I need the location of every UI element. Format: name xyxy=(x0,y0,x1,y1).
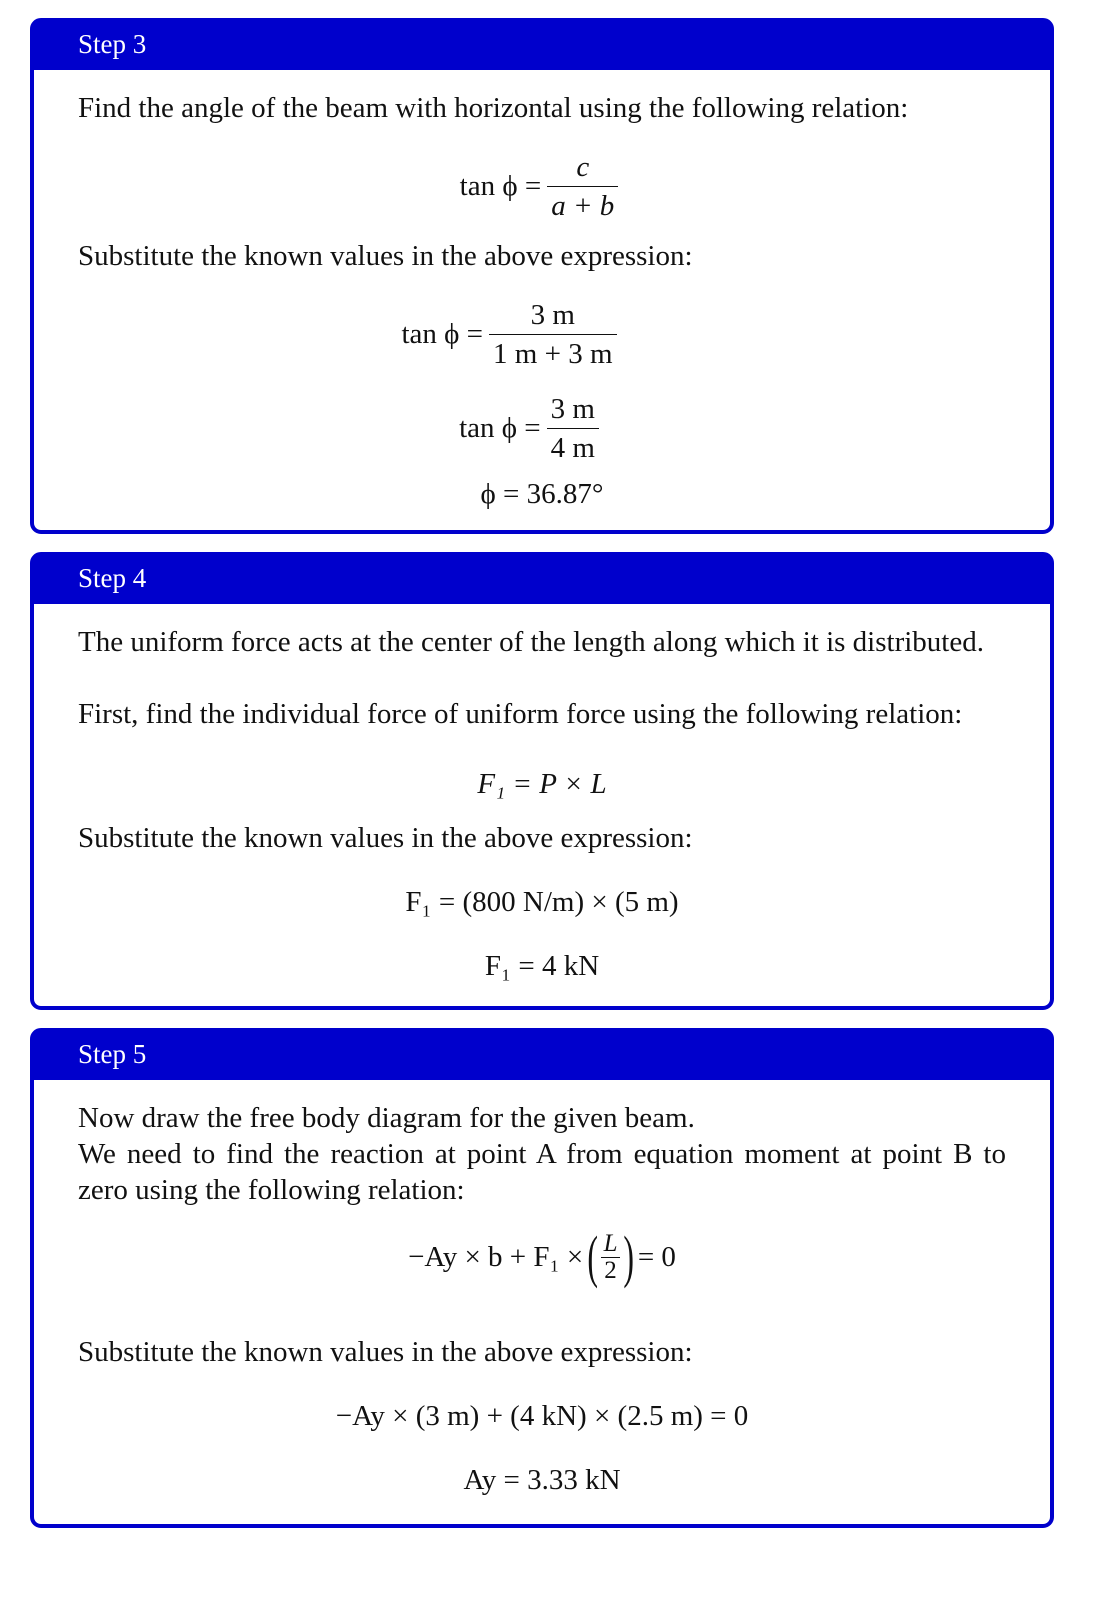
step-5-equation-1 xyxy=(34,1224,1050,1289)
numerator: 3 m xyxy=(530,299,575,331)
denominator: a + b xyxy=(547,186,618,223)
step-4-title: Step 4 xyxy=(34,556,1050,604)
denominator: 4 m xyxy=(547,428,599,465)
fraction xyxy=(547,150,618,223)
step-4-paragraph-2: First, find the individual force of uniform force using the following relation: xyxy=(78,698,963,730)
step-3-equation-4: ϕ = 36.87° xyxy=(480,478,604,510)
step-3-card xyxy=(30,18,1054,534)
numerator: L xyxy=(603,1229,618,1257)
step-3-body xyxy=(34,70,1050,530)
step-4-equation-3: F₁ = 4 kN xyxy=(484,950,600,982)
eq-lhs: tan ϕ = xyxy=(459,412,541,444)
numerator: 3 m xyxy=(550,393,595,425)
eq-right: = 0 xyxy=(637,1240,676,1273)
eq-lhs: tan ϕ = xyxy=(401,318,484,350)
fraction xyxy=(601,1231,621,1284)
eq-lhs: tan ϕ = xyxy=(459,170,542,202)
fraction xyxy=(489,298,616,371)
step-4-paragraph-1: The uniform force acts at the center of the length along which it is distributed. xyxy=(78,626,984,658)
step-4-equation-1: F₁ = P × L xyxy=(477,768,607,800)
left-paren: ( xyxy=(587,1224,599,1289)
step-5-paragraph-2: We need to find the reaction at point A from equation moment at point B to zero using the following relation: xyxy=(78,1138,1006,1206)
step-3-equation-2 xyxy=(34,298,1050,371)
fraction xyxy=(547,392,599,465)
step-5-substitute: Substitute the known values in the above expression: xyxy=(78,1336,693,1368)
step-4-card xyxy=(30,552,1054,1010)
step-3-title: Step 3 xyxy=(34,22,1050,70)
step-3-equation-3 xyxy=(34,392,1050,465)
right-paren: ) xyxy=(622,1224,634,1289)
step-3-intro: Find the angle of the beam with horizontal using the following relation: xyxy=(78,92,909,124)
eq-left: −Ay × b + F₁ × xyxy=(408,1240,584,1273)
step-5-equation-2: −Ay × (3 m) + (4 kN) × (2.5 m) = 0 xyxy=(335,1400,749,1432)
denominator: 2 xyxy=(601,1257,620,1284)
step-5-card xyxy=(30,1028,1054,1528)
step-4-substitute: Substitute the known values in the above expression: xyxy=(78,822,693,854)
numerator: c xyxy=(576,151,590,183)
step-4-body xyxy=(34,604,1050,1006)
step-5-equation-3: Ay = 3.33 kN xyxy=(463,1464,621,1496)
step-5-title: Step 5 xyxy=(34,1032,1050,1080)
denominator: 1 m + 3 m xyxy=(489,334,616,371)
step-4-equation-2: F₁ = (800 N/m) × (5 m) xyxy=(405,886,679,918)
step-5-paragraph-1: Now draw the free body diagram for the given beam. xyxy=(78,1102,695,1134)
step-3-equation-1 xyxy=(34,150,1050,223)
step-3-substitute: Substitute the known values in the above expression: xyxy=(78,240,693,272)
step-5-body xyxy=(34,1080,1050,1524)
